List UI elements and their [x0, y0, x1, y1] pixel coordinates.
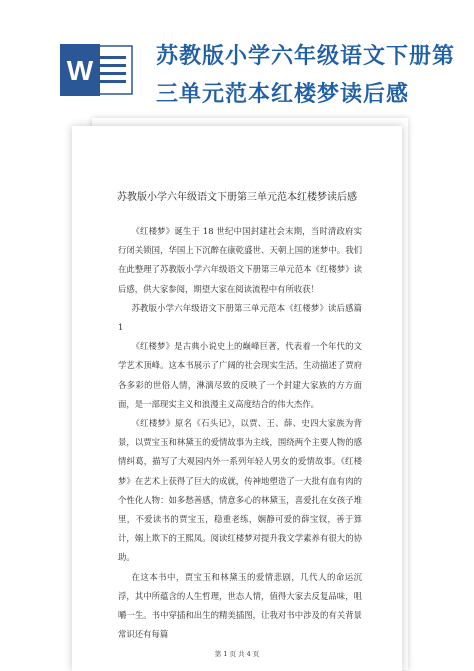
paragraph: 苏教版小学六年级语文下册第三单元范本《红楼梦》读后感篇 1 [118, 302, 362, 333]
header-banner [0, 0, 474, 130]
word-letter: W [66, 55, 94, 86]
paragraph: 《红楼梦》是古典小说史上的巅峰巨著，代表着一个年代的文学艺术顶峰。这本书展示了广阔的社会现实生活，生动描述了贾府各多彩的世俗人情，淋漓尽致的反映了一个封建大家族的方方面面，是一部现实主义和浪漫主义高度结合的伟大杰作。 [118, 341, 362, 409]
paragraph: 在这本书中，贾宝玉和林黛玉的爱情悲剧，几代人的命运沉浮，其中所蕴含的人生哲理，世态人情，值得大家去反复品味，咀嚼一生。书中穿插和出生的精美插图，让我对书中涉及的有关背景常识还有每篇 [118, 571, 362, 640]
document-page [72, 126, 402, 671]
document-body [118, 222, 362, 644]
title-line-1: 苏教版小学六年级语文下册第 [156, 44, 456, 69]
paragraph: 《红楼梦》诞生于 18 世纪中国封建社会末期，当时清政府实行闭关锁国，华国上下沉醉在康乾盛世、天朝上国的迷梦中。我们在此整理了苏教版小学六年级语文下册第三单元范本《红楼梦》读后感，供大家参阅，期望大家在阅读流程中有所收获！ [118, 226, 362, 294]
page-footer: 第 1 页 共 4 页 [214, 650, 260, 658]
page-title [156, 38, 456, 114]
title-line-2: 三单元范本红楼梦读后感 [156, 82, 410, 107]
word-document-icon [58, 42, 136, 98]
paragraph: 《红楼梦》原名《石头记》，以贾、王、薛、史四大家族为背景，以贾宝玉和林黛玉的爱情故事为主线，围绕两个主要人物的感情纠葛，描写了大观园内外一系列年轻人男女的爱情故事。《红楼梦》在艺术上获得了巨大的成就，传神地塑造了一大批有血有肉的个性化人物：如多愁善感，情意多心的林黛玉，喜爱扎在女孩子堆里，不爱读书的贾宝玉，稳重老练，娴静可爱的薛宝钗，善于算计，嫋上欺下的王熙凤。阅读红楼梦对提升我文学素养有很大的协助。 [118, 418, 362, 563]
document-title: 苏教版小学六年级语文下册第三单元范本红楼梦读后感 [117, 192, 357, 203]
